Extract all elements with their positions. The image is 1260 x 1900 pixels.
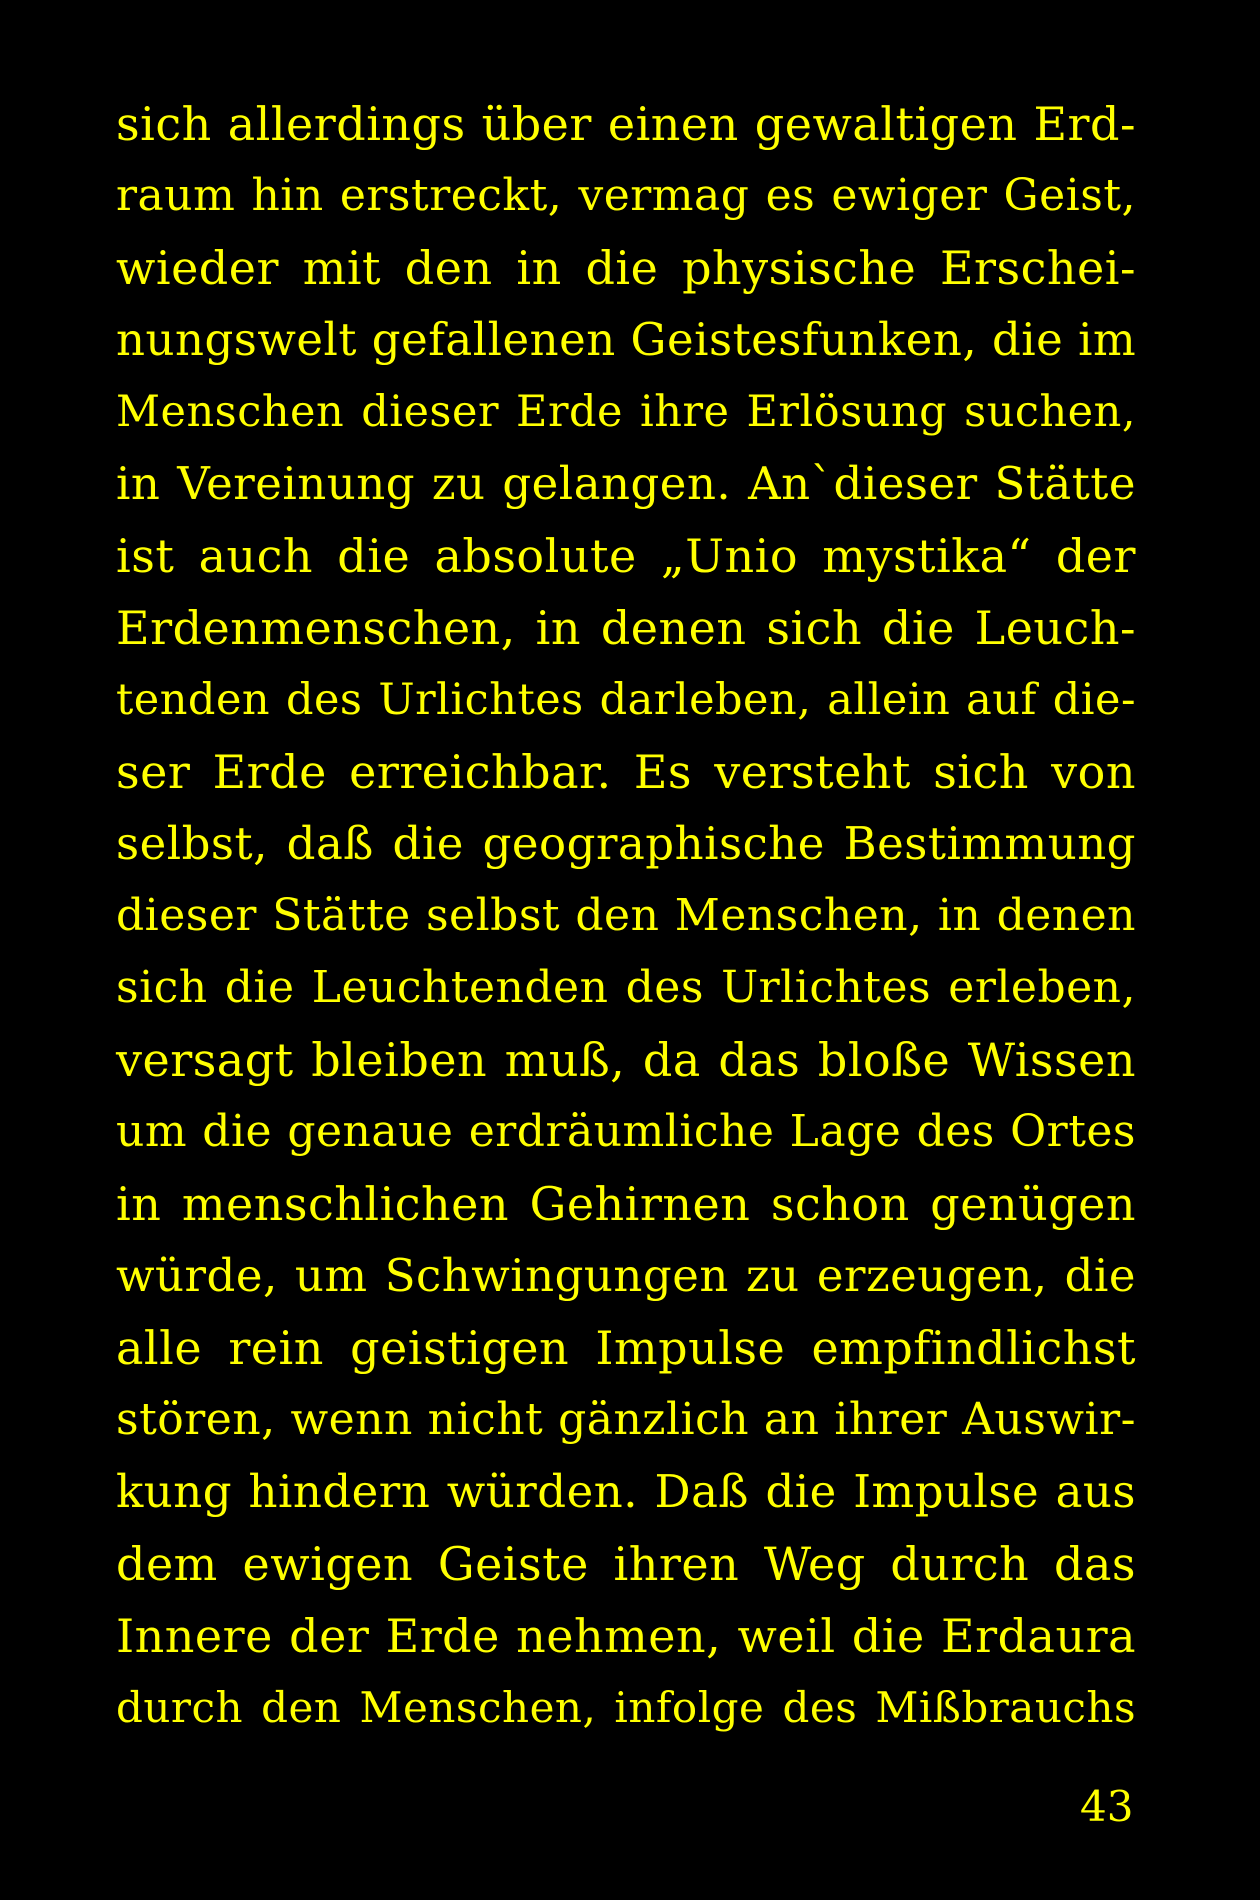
page-number: 43 — [1080, 1782, 1134, 1831]
text-line: sich die Leuchtenden des Urlichtes erleben, — [116, 962, 1136, 1013]
text-line: stören, wenn nicht gänzlich an ihrer Auswir- — [116, 1394, 1136, 1445]
text-line: raum hin erstreckt, vermag es ewiger Geist, — [116, 170, 1136, 221]
text-line: kung hindern würden. Daß die Impulse aus — [116, 1465, 1136, 1518]
text-line: wieder mit den in die physische Erschei- — [116, 241, 1136, 295]
text-line: ser Erde erreichbar. Es versteht sich von — [116, 745, 1136, 799]
text-line: in menschlichen Gehirnen schon genügen — [116, 1177, 1136, 1231]
text-line: dieser Stätte selbst den Menschen, in denen — [116, 890, 1136, 941]
body-text — [116, 88, 1136, 1744]
text-line: ist auch die absolute „Unio mystika“ der — [116, 529, 1136, 583]
text-line: Innere der Erde nehmen, weil die Erdaura — [116, 1609, 1136, 1663]
text-line: nungswelt gefallenen Geistesfunken, die im — [116, 313, 1137, 366]
text-line: durch den Menschen, infolge des Mißbrauchs — [116, 1683, 1136, 1732]
text-line: dem ewigen Geiste ihren Weg durch das — [116, 1537, 1136, 1591]
text-line: versagt bleiben muß, da das bloße Wissen — [116, 1033, 1136, 1087]
text-line: tenden des Urlichtes darleben, allein auf die- — [116, 675, 1136, 725]
text-line: Erdenmenschen, in denen sich die Leuch- — [116, 601, 1136, 655]
text-line: um die genaue erdräumliche Lage des Ortes — [116, 1106, 1136, 1157]
text-line: Menschen dieser Erde ihre Erlösung suchen, — [116, 387, 1136, 437]
text-line: sich allerdings über einen gewaltigen Erd- — [116, 97, 1136, 151]
text-line: in Vereinung zu gelangen. An`dieser Stätte — [116, 457, 1136, 510]
text-line: alle rein geistigen Impulse empfindlichst — [116, 1321, 1136, 1375]
text-line: selbst, daß die geographische Bestimmung — [116, 817, 1136, 870]
text-line: würde, um Schwingungen zu erzeugen, die — [116, 1249, 1136, 1302]
